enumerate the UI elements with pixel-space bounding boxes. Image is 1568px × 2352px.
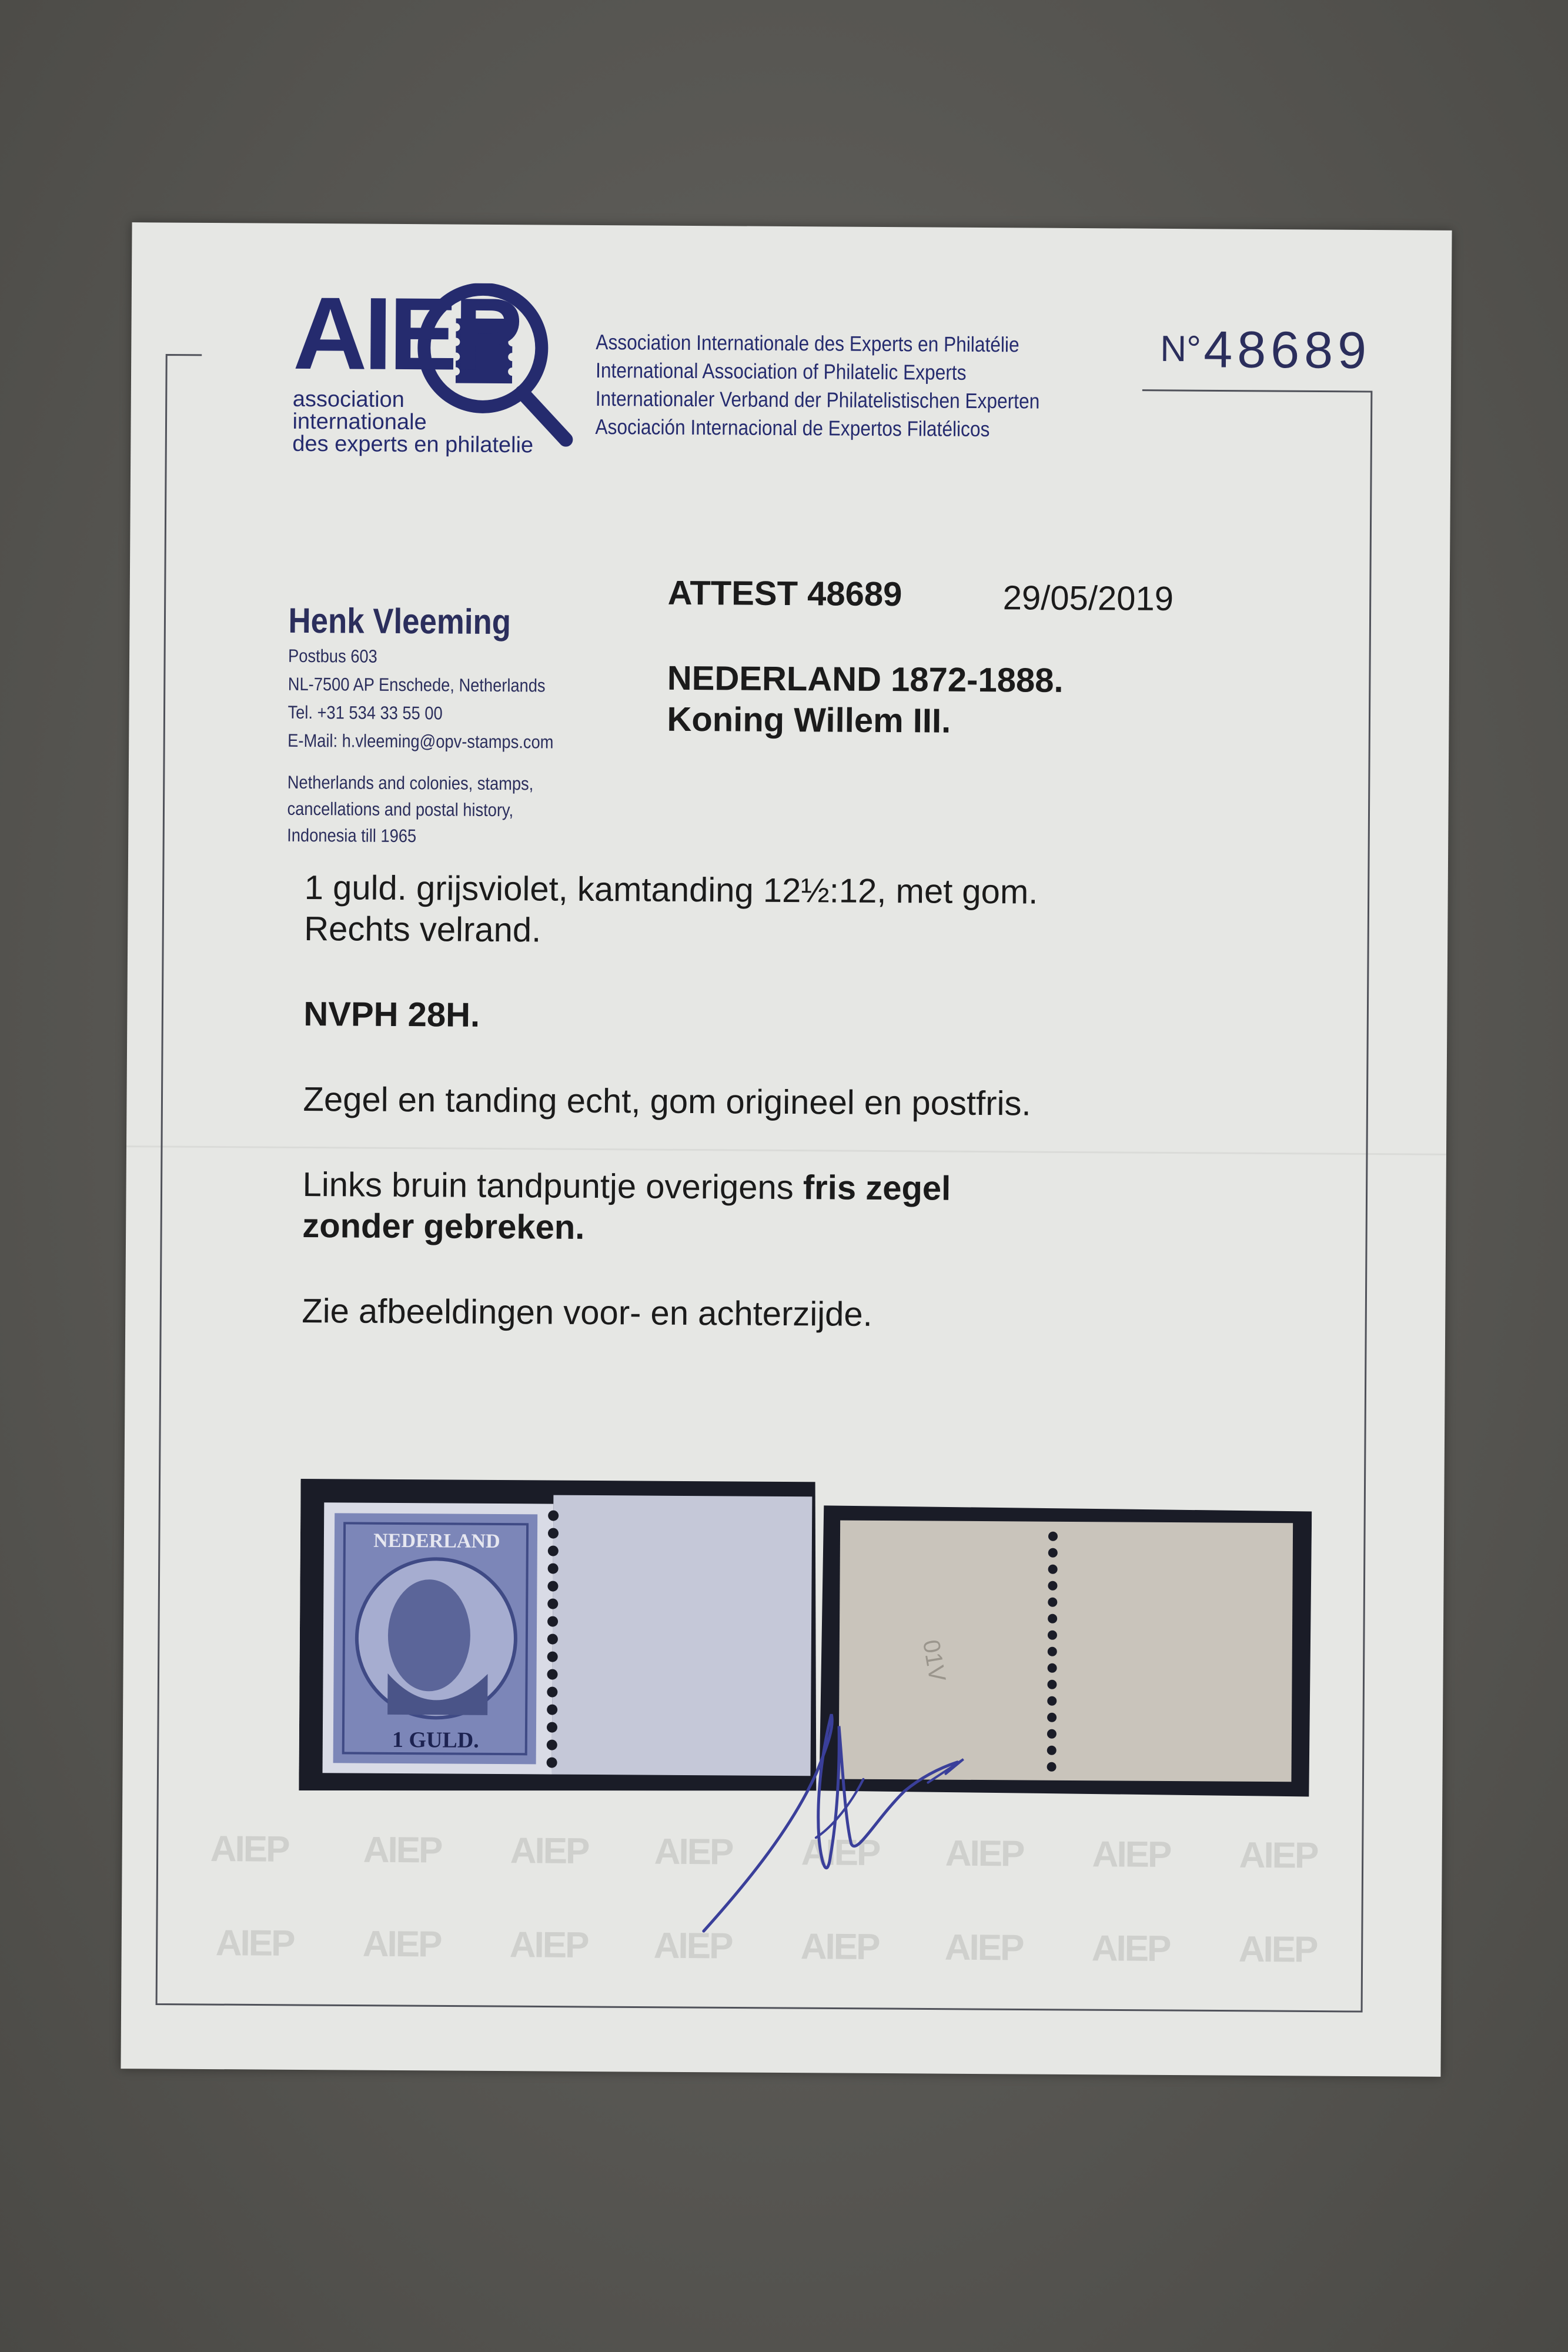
condition-bold: fris zegel: [803, 1168, 951, 1208]
issue-subtitle: Koning Willem III.: [667, 700, 951, 740]
number-prefix: N°: [1160, 328, 1202, 370]
watermark-logo: AIEP: [510, 1830, 589, 1872]
watermark-logo: AIEP: [1239, 1835, 1318, 1876]
stamp-value: 1 GULD.: [392, 1727, 479, 1753]
watermark-logo: AIEP: [210, 1829, 289, 1870]
certificate: [121, 222, 1452, 2077]
association-name: Association Internationale des Experts en Philatélie: [596, 329, 1019, 357]
issue-title: NEDERLAND 1872-1888.: [667, 659, 1064, 700]
expert-speciality: Indonesia till 1965: [287, 824, 417, 847]
attest-label: ATTEST 48689: [667, 573, 902, 614]
watermark-logo: AIEP: [1091, 1928, 1170, 1970]
association-name: Internationaler Verband der Philatelistischen Experten: [595, 386, 1040, 413]
expert-tel: Tel. +31 534 33 55 00: [287, 701, 443, 724]
expert-name: Henk Vleeming: [288, 600, 511, 642]
attest-date: 29/05/2019: [1002, 579, 1174, 619]
condition-line-1: [302, 1164, 951, 1210]
expert-speciality: cancellations and postal history,: [287, 798, 514, 821]
association-name: Asociación Internacional de Expertos Filatélicos: [595, 414, 990, 442]
watermark-logo: AIEP: [363, 1829, 442, 1871]
stamp-margin: Rechts velrand.: [304, 909, 541, 950]
pencil-mark: 01V: [918, 1638, 951, 1684]
condition-line-2: zonder gebreken.: [302, 1206, 585, 1247]
logo-line: internationale: [292, 409, 427, 435]
watermark-logo: AIEP: [800, 1926, 879, 1967]
watermark-logo: AIEP: [215, 1923, 294, 1964]
expert-postbus: Postbus 603: [288, 645, 377, 667]
association-name: International Association of Philatelic Experts: [595, 358, 967, 385]
logo-subtitle: [292, 388, 534, 457]
number-value: 48689: [1203, 320, 1372, 380]
watermark-logo: AIEP: [1092, 1834, 1171, 1876]
expert-email: E-Mail: h.vleeming@opv-stamps.com: [287, 730, 554, 753]
watermark-logo: AIEP: [653, 1925, 732, 1967]
watermark-logo: AIEP: [1238, 1929, 1317, 1970]
watermark-logo: AIEP: [654, 1831, 733, 1873]
verdict: Zegel en tanding echt, gom origineel en postfris.: [303, 1080, 1031, 1123]
expert-address: NL-7500 AP Enschede, Netherlands: [287, 673, 546, 696]
watermark-logo: AIEP: [362, 1923, 441, 1965]
stamp-country: NEDERLAND: [373, 1529, 500, 1553]
images-note: Zie afbeeldingen voor- en achterzijde.: [302, 1291, 872, 1334]
aiep-logo: [292, 276, 587, 472]
watermark-logo: AIEP: [944, 1927, 1023, 1969]
expert-speciality: Netherlands and colonies, stamps,: [287, 771, 534, 794]
watermark-logo: AIEP: [509, 1925, 588, 1966]
certificate-number: [1160, 317, 1371, 383]
signature: [680, 1702, 1011, 1950]
logo-mark: AIEP: [292, 276, 520, 393]
logo-line: association: [292, 386, 405, 413]
logo-line: des experts en philatelie: [292, 431, 534, 458]
association-names: [595, 328, 1040, 444]
expert-info: [287, 600, 554, 850]
condition-text: Links bruin tandpuntje overigens: [302, 1165, 804, 1207]
watermark-logo: AIEP: [945, 1833, 1024, 1875]
catalogue-number: NVPH 28H.: [303, 994, 480, 1034]
stamp-description: 1 guld. grijsviolet, kamtanding 12½:12, met gom.: [304, 868, 1038, 911]
watermark-logo: AIEP: [801, 1832, 880, 1873]
